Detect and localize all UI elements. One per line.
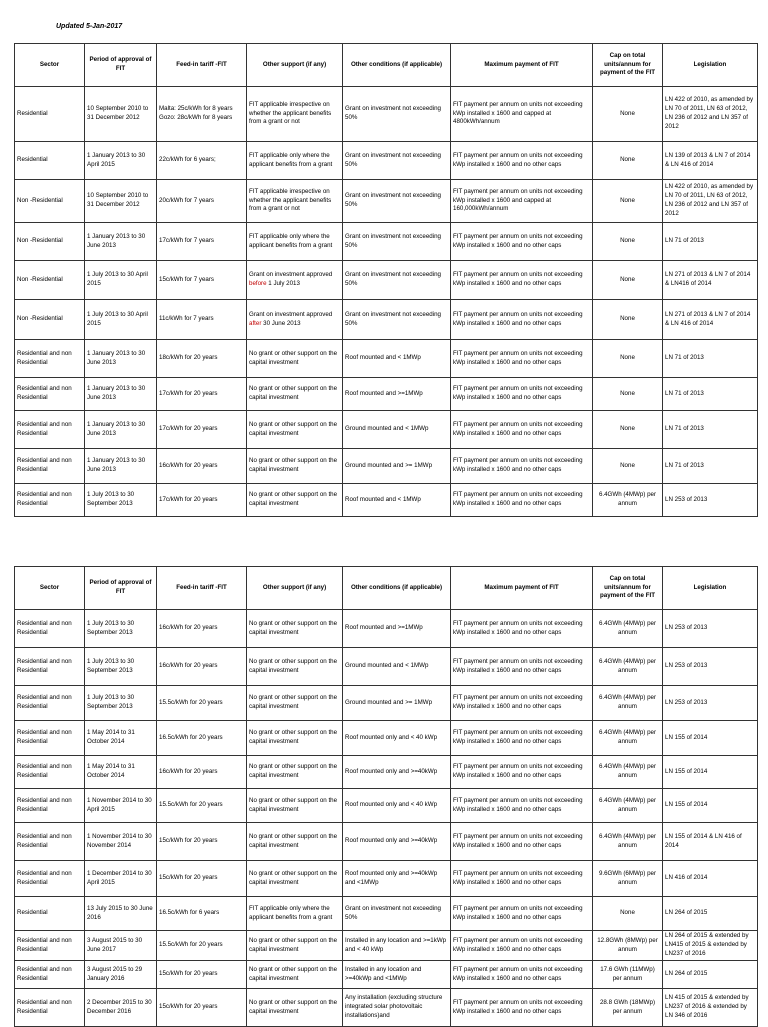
period-cell: 1 January 2013 to 30 June 2013: [85, 411, 157, 449]
period-cell: 1 July 2013 to 30 April 2015: [85, 261, 157, 300]
table-row: [15, 223, 758, 261]
header-fit: Feed-in tariff -FIT: [157, 44, 247, 87]
fit-cell: 15.5c/kWh for 20 years: [157, 789, 247, 823]
conditions-cell: Roof mounted only and >=40kWp: [343, 756, 451, 789]
conditions-cell: Roof mounted and < 1MWp: [343, 340, 451, 378]
fit-cell: 15c/kWh for 20 years: [157, 823, 247, 861]
fit-cell: 16c/kWh for 20 years: [157, 449, 247, 484]
fit-cell: 22c/kWh for 6 years;: [157, 142, 247, 180]
table-row: [15, 610, 758, 648]
support-cell: FIT applicable only where the applicant benefits from a grant: [247, 897, 343, 931]
support-cell: No grant or other support on the capital investment: [247, 823, 343, 861]
conditions-cell: Grant on investment not exceeding 50%: [343, 223, 451, 261]
conditions-cell: Ground mounted and < 1MWp: [343, 648, 451, 686]
legislation-cell: LN 155 of 2014: [663, 756, 758, 789]
sector-cell: Residential and non Residential: [15, 484, 85, 517]
max-payment-cell: FIT payment per annum on units not exceeding kWp installed x 1600 and no other caps: [451, 610, 593, 648]
conditions-cell: Installed in any location and >=40kWp and <1MWp: [343, 961, 451, 989]
conditions-cell: Roof mounted and < 1MWp: [343, 484, 451, 517]
table-row: [15, 449, 758, 484]
period-cell: 1 July 2013 to 30 September 2013: [85, 610, 157, 648]
legislation-cell: LN 71 of 2013: [663, 378, 758, 411]
sector-cell: Non -Residential: [15, 223, 85, 261]
support-cell: No grant or other support on the capital investment: [247, 721, 343, 756]
support-cell: No grant or other support on the capital investment: [247, 378, 343, 411]
legislation-cell: LN 264 of 2015 & extended by LN415 of 2015 & extended by LN237 of 2016: [663, 931, 758, 961]
fit-cell: 16.5c/kWh for 6 years: [157, 897, 247, 931]
header-legislation: Legislation: [663, 567, 758, 610]
period-cell: 3 August 2015 to 30 June 2017: [85, 931, 157, 961]
table-row: [15, 87, 758, 142]
legislation-cell: LN 155 of 2014: [663, 789, 758, 823]
period-cell: 1 January 2013 to 30 June 2013: [85, 449, 157, 484]
table-row: [15, 484, 758, 517]
table-row: [15, 411, 758, 449]
conditions-cell: Ground mounted and >= 1MWp: [343, 449, 451, 484]
support-cell: FIT applicable irrespective on whether the applicant benefits from a grant or not: [247, 87, 343, 142]
table-row: [15, 340, 758, 378]
sector-cell: Residential and non Residential: [15, 411, 85, 449]
header-support: Other support (if any): [247, 44, 343, 87]
support-cell: FIT applicable only where the applicant benefits from a grant: [247, 223, 343, 261]
fit-table-1: [14, 43, 758, 517]
cap-cell: None: [593, 223, 663, 261]
max-payment-cell: FIT payment per annum on units not exceeding kWp installed x 1600 and no other caps: [451, 931, 593, 961]
fit-cell: 17c/kWh for 7 years: [157, 223, 247, 261]
sector-cell: Residential and non Residential: [15, 449, 85, 484]
table-header-row: [15, 567, 758, 610]
header-cap: Cap on total units/annum for payment of the FIT: [593, 567, 663, 610]
max-payment-cell: FIT payment per annum on units not exceeding kWp installed x 1600 and no other caps: [451, 897, 593, 931]
period-cell: 1 December 2014 to 30 April 2015: [85, 861, 157, 897]
legislation-cell: LN 253 of 2013: [663, 686, 758, 721]
legislation-cell: LN 155 of 2014: [663, 721, 758, 756]
support-cell: No grant or other support on the capital investment: [247, 340, 343, 378]
table-row: [15, 300, 758, 340]
table-row: [15, 721, 758, 756]
conditions-cell: Grant on investment not exceeding 50%: [343, 300, 451, 340]
cap-cell: 6.4GWh (4MWp) per annum: [593, 648, 663, 686]
cap-cell: 12.8GWh (8MWp) per annum: [593, 931, 663, 961]
table-row: [15, 180, 758, 223]
support-cell: No grant or other support on the capital investment: [247, 411, 343, 449]
cap-cell: 6.4GWh (4MWp) per annum: [593, 756, 663, 789]
legislation-cell: LN 415 of 2015 & extended by LN237 of 2016 & extended by LN 346 of 2016: [663, 989, 758, 1027]
legislation-cell: LN 253 of 2013: [663, 648, 758, 686]
fit-cell: 15.5c/kWh for 20 years: [157, 686, 247, 721]
max-payment-cell: FIT payment per annum on units not exceeding kWp installed x 1600 and no other caps: [451, 961, 593, 989]
fit-cell: 15c/kWh for 20 years: [157, 989, 247, 1027]
legislation-cell: LN 71 of 2013: [663, 449, 758, 484]
table-row: [15, 897, 758, 931]
sector-cell: Non -Residential: [15, 180, 85, 223]
period-cell: 1 May 2014 to 31 October 2014: [85, 756, 157, 789]
sector-cell: Residential and non Residential: [15, 610, 85, 648]
conditions-cell: Grant on investment not exceeding 50%: [343, 897, 451, 931]
sector-cell: Residential: [15, 897, 85, 931]
max-payment-cell: FIT payment per annum on units not exceeding kWp installed x 1600 and capped at 4800kWh/annum: [451, 87, 593, 142]
support-cell: No grant or other support on the capital investment: [247, 961, 343, 989]
max-payment-cell: FIT payment per annum on units not exceeding kWp installed x 1600 and no other caps: [451, 861, 593, 897]
period-cell: 1 January 2013 to 30 June 2013: [85, 378, 157, 411]
legislation-cell: LN 422 of 2010, as amended by LN 70 of 2011, LN 63 of 2012, LN 236 of 2012 and LN 357 of 2012: [663, 180, 758, 223]
max-payment-cell: FIT payment per annum on units not exceeding kWp installed x 1600 and no other caps: [451, 823, 593, 861]
support-cell: No grant or other support on the capital investment: [247, 989, 343, 1027]
cap-cell: None: [593, 87, 663, 142]
sector-cell: Non -Residential: [15, 300, 85, 340]
sector-cell: Residential and non Residential: [15, 721, 85, 756]
fit-cell: 15.5c/kWh for 20 years: [157, 931, 247, 961]
table-row: [15, 648, 758, 686]
header-conditions: Other conditions (if applicable): [343, 44, 451, 87]
conditions-cell: Grant on investment not exceeding 50%: [343, 180, 451, 223]
period-cell: 1 January 2013 to 30 June 2013: [85, 340, 157, 378]
header-support: Other support (if any): [247, 567, 343, 610]
cap-cell: 6.4GWh (4MWp) per annum: [593, 721, 663, 756]
conditions-cell: Roof mounted only and < 40 kWp: [343, 789, 451, 823]
period-cell: 10 September 2010 to 31 December 2012: [85, 180, 157, 223]
max-payment-cell: FIT payment per annum on units not exceeding kWp installed x 1600 and no other caps: [451, 721, 593, 756]
support-cell: No grant or other support on the capital investment: [247, 931, 343, 961]
period-cell: 13 July 2015 to 30 June 2016: [85, 897, 157, 931]
legislation-cell: LN 416 of 2014: [663, 861, 758, 897]
fit-cell: 15c/kWh for 7 years: [157, 261, 247, 300]
table-row: [15, 961, 758, 989]
conditions-cell: Roof mounted only and >=40kWp and <1MWp: [343, 861, 451, 897]
cap-cell: None: [593, 897, 663, 931]
sector-cell: Residential and non Residential: [15, 756, 85, 789]
fit-cell: 15c/kWh for 20 years: [157, 861, 247, 897]
period-cell: 1 November 2014 to 30 April 2015: [85, 789, 157, 823]
legislation-cell: LN 253 of 2013: [663, 610, 758, 648]
support-cell: No grant or other support on the capital investment: [247, 861, 343, 897]
fit-cell: 18c/kWh for 20 years: [157, 340, 247, 378]
conditions-cell: Grant on investment not exceeding 50%: [343, 142, 451, 180]
support-text: Grant on investment approved: [249, 310, 333, 318]
fit-cell: 16c/kWh for 20 years: [157, 610, 247, 648]
fit-cell: 16.5c/kWh for 20 years: [157, 721, 247, 756]
fit-table-2: [14, 566, 758, 1027]
support-date: 1 July 2013: [268, 280, 300, 287]
header-period: Period of approval of FIT: [85, 567, 157, 610]
sector-cell: Residential: [15, 87, 85, 142]
header-period: Period of approval of FIT: [85, 44, 157, 87]
conditions-cell: Roof mounted and >=1MWp: [343, 610, 451, 648]
max-payment-cell: FIT payment per annum on units not exceeding kWp installed x 1600 and no other caps: [451, 648, 593, 686]
conditions-cell: Ground mounted and >= 1MWp: [343, 686, 451, 721]
support-cell: FIT applicable irrespective on whether the applicant benefits from a grant or not: [247, 180, 343, 223]
max-payment-cell: FIT payment per annum on units not exceeding kWp installed x 1600 and capped at 160,000kWh/annum: [451, 180, 593, 223]
cap-cell: None: [593, 300, 663, 340]
legislation-cell: LN 271 of 2013 & LN 7 of 2014 & LN416 of 2014: [663, 261, 758, 300]
max-payment-cell: FIT payment per annum on units not exceeding kWp installed x 1600 and no other caps: [451, 142, 593, 180]
sector-cell: Residential and non Residential: [15, 686, 85, 721]
support-cell: No grant or other support on the capital investment: [247, 484, 343, 517]
conditions-cell: Any installation (excluding structure integrated solar photovoltaic installations)and: [343, 989, 451, 1027]
cap-cell: 6.4GWh (4MWp) per annum: [593, 823, 663, 861]
support-cell: No grant or other support on the capital investment: [247, 648, 343, 686]
support-cell: No grant or other support on the capital investment: [247, 449, 343, 484]
conditions-cell: Grant on investment not exceeding 50%: [343, 261, 451, 300]
header-conditions: Other conditions (if applicable): [343, 567, 451, 610]
conditions-cell: Roof mounted and >=1MWp: [343, 378, 451, 411]
table-row: [15, 756, 758, 789]
max-payment-cell: FIT payment per annum on units not exceeding kWp installed x 1600 and no other caps: [451, 261, 593, 300]
period-cell: 1 May 2014 to 31 October 2014: [85, 721, 157, 756]
sector-cell: Residential and non Residential: [15, 648, 85, 686]
sector-cell: Non -Residential: [15, 261, 85, 300]
fit-cell: 16c/kWh for 20 years: [157, 648, 247, 686]
header-legislation: Legislation: [663, 44, 758, 87]
support-cell: FIT applicable only where the applicant benefits from a grant: [247, 142, 343, 180]
support-highlight: before: [249, 280, 267, 287]
header-fit: Feed-in tariff -FIT: [157, 567, 247, 610]
legislation-cell: LN 71 of 2013: [663, 223, 758, 261]
period-cell: 1 July 2013 to 30 September 2013: [85, 484, 157, 517]
updated-date: Updated 5-Jan-2017: [56, 23, 123, 30]
legislation-cell: LN 271 of 2013 & LN 7 of 2014 & LN 416 of 2014: [663, 300, 758, 340]
cap-cell: None: [593, 180, 663, 223]
support-cell: [247, 300, 343, 340]
legislation-cell: LN 139 of 2013 & LN 7 of 2014 & LN 416 of 2014: [663, 142, 758, 180]
cap-cell: 28.8 GWh (18MWp) per annum: [593, 989, 663, 1027]
cap-cell: None: [593, 449, 663, 484]
max-payment-cell: FIT payment per annum on units not exceeding kWp installed x 1600 and no other caps: [451, 686, 593, 721]
max-payment-cell: FIT payment per annum on units not exceeding kWp installed x 1600 and no other caps: [451, 340, 593, 378]
support-highlight: after: [249, 319, 262, 327]
cap-cell: 17.6 GWh (11MWp) per annum: [593, 961, 663, 989]
sector-cell: Residential and non Residential: [15, 861, 85, 897]
cap-cell: None: [593, 378, 663, 411]
fit-cell: 20c/kWh for 7 years: [157, 180, 247, 223]
table-row: [15, 931, 758, 961]
sector-cell: Residential and non Residential: [15, 340, 85, 378]
max-payment-cell: FIT payment per annum on units not exceeding kWp installed x 1600 and no other caps: [451, 789, 593, 823]
period-cell: 1 July 2013 to 30 April 2015: [85, 300, 157, 340]
max-payment-cell: FIT payment per annum on units not exceeding kWp installed x 1600 and no other caps: [451, 300, 593, 340]
table-row: [15, 142, 758, 180]
header-sector: Sector: [15, 44, 85, 87]
legislation-cell: LN 155 of 2014 & LN 416 of 2014: [663, 823, 758, 861]
table-row: [15, 789, 758, 823]
max-payment-cell: FIT payment per annum on units not exceeding kWp installed x 1600 and no other caps: [451, 484, 593, 517]
max-payment-cell: FIT payment per annum on units not exceeding kWp installed x 1600 and no other caps: [451, 411, 593, 449]
header-cap: Cap on total units/annum for payment of the FIT: [593, 44, 663, 87]
table-row: [15, 378, 758, 411]
period-cell: 3 August 2015 to 29 January 2016: [85, 961, 157, 989]
sector-cell: Residential and non Residential: [15, 961, 85, 989]
period-cell: 1 November 2014 to 30 November 2014: [85, 823, 157, 861]
cap-cell: 9.6GWh (6MWp) per annum: [593, 861, 663, 897]
legislation-cell: LN 71 of 2013: [663, 411, 758, 449]
conditions-cell: Roof mounted only and < 40 kWp: [343, 721, 451, 756]
sector-cell: Residential and non Residential: [15, 823, 85, 861]
fit-cell: Malta: 25c/kWh for 8 years Gozo: 28c/kWh for 8 years: [157, 87, 247, 142]
max-payment-cell: FIT payment per annum on units not exceeding kWp installed x 1600 and no other caps: [451, 378, 593, 411]
support-cell: No grant or other support on the capital investment: [247, 610, 343, 648]
legislation-cell: LN 71 of 2013: [663, 340, 758, 378]
conditions-cell: Roof mounted only and >=40kWp: [343, 823, 451, 861]
max-payment-cell: FIT payment per annum on units not exceeding kWp installed x 1600 and no other caps: [451, 223, 593, 261]
cap-cell: None: [593, 411, 663, 449]
cap-cell: 6.4GWh (4MWp) per annum: [593, 789, 663, 823]
fit-cell: 15c/kWh for 20 years: [157, 961, 247, 989]
fit-cell: 16c/kWh for 20 years: [157, 756, 247, 789]
header-sector: Sector: [15, 567, 85, 610]
table-row: [15, 261, 758, 300]
support-cell: No grant or other support on the capital investment: [247, 686, 343, 721]
table-row: [15, 989, 758, 1027]
legislation-cell: LN 264 of 2015: [663, 961, 758, 989]
period-cell: 10 September 2010 to 31 December 2012: [85, 87, 157, 142]
conditions-cell: Ground mounted and < 1MWp: [343, 411, 451, 449]
legislation-cell: LN 253 of 2013: [663, 484, 758, 517]
cap-cell: 6.4GWh (4MWp) per annum: [593, 686, 663, 721]
sector-cell: Residential and non Residential: [15, 931, 85, 961]
max-payment-cell: FIT payment per annum on units not exceeding kWp installed x 1600 and no other caps: [451, 989, 593, 1027]
sector-cell: Residential and non Residential: [15, 989, 85, 1027]
cap-cell: 6.4GWh (4MWp) per annum: [593, 484, 663, 517]
table-row: [15, 823, 758, 861]
period-cell: 2 December 2015 to 30 December 2016: [85, 989, 157, 1027]
max-payment-cell: FIT payment per annum on units not exceeding kWp installed x 1600 and no other caps: [451, 756, 593, 789]
fit-cell: 17c/kWh for 20 years: [157, 411, 247, 449]
sector-cell: Residential and non Residential: [15, 789, 85, 823]
cap-cell: None: [593, 261, 663, 300]
conditions-cell: Grant on investment not exceeding 50%: [343, 87, 451, 142]
fit-cell: 11c/kWh for 7 years: [157, 300, 247, 340]
legislation-cell: LN 422 of 2010, as amended by LN 70 of 2011, LN 63 of 2012, LN 236 of 2012 and LN 357 of 2012: [663, 87, 758, 142]
period-cell: 1 July 2013 to 30 September 2013: [85, 686, 157, 721]
period-cell: 1 January 2013 to 30 June 2013: [85, 223, 157, 261]
legislation-cell: LN 264 of 2015: [663, 897, 758, 931]
header-max-payment: Maximum payment of FIT: [451, 44, 593, 87]
support-cell: No grant or other support on the capital investment: [247, 789, 343, 823]
table-row: [15, 686, 758, 721]
support-cell: No grant or other support on the capital investment: [247, 756, 343, 789]
cap-cell: 6.4GWh (4MWp) per annum: [593, 610, 663, 648]
max-payment-cell: FIT payment per annum on units not exceeding kWp installed x 1600 and no other caps: [451, 449, 593, 484]
fit-cell: 17c/kWh for 20 years: [157, 484, 247, 517]
period-cell: 1 July 2013 to 30 September 2013: [85, 648, 157, 686]
header-max-payment: Maximum payment of FIT: [451, 567, 593, 610]
support-date: 30 June 2013: [263, 319, 301, 327]
conditions-cell: Installed in any location and >=1kWp and < 40 kWp: [343, 931, 451, 961]
sector-cell: Residential and non Residential: [15, 378, 85, 411]
cap-cell: None: [593, 340, 663, 378]
support-text: Grant on investment approved: [249, 271, 333, 279]
cap-cell: None: [593, 142, 663, 180]
support-cell: [247, 261, 343, 300]
fit-cell: 17c/kWh for 20 years: [157, 378, 247, 411]
period-cell: 1 January 2013 to 30 April 2015: [85, 142, 157, 180]
table-header-row: [15, 44, 758, 87]
sector-cell: Residential: [15, 142, 85, 180]
table-row: [15, 861, 758, 897]
